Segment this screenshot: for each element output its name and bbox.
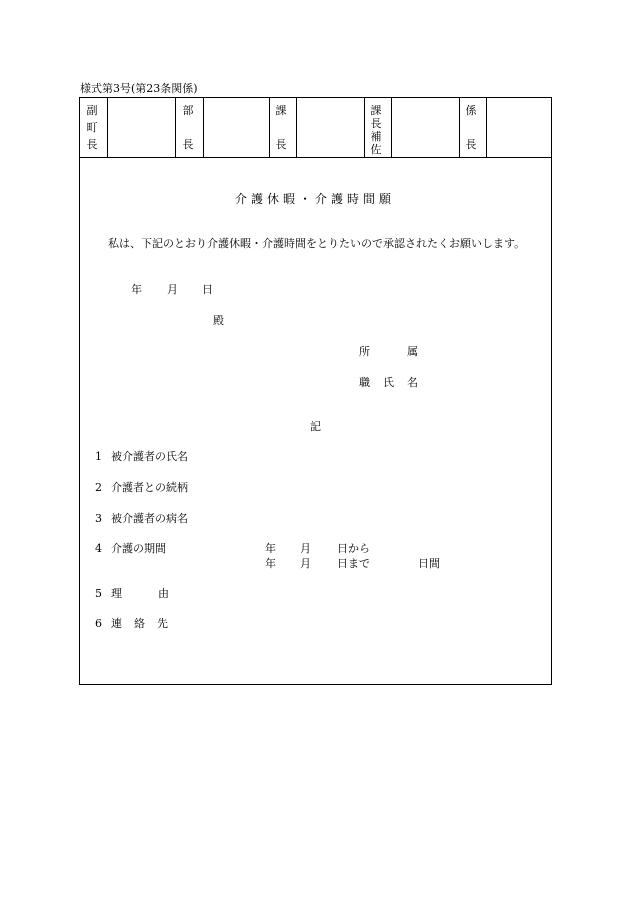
period-days: 日間 bbox=[418, 557, 440, 570]
role-subsection-chief: 係 長 bbox=[465, 104, 477, 151]
list-item-reason: 5 理 由 bbox=[95, 587, 169, 600]
period-to-month: 月 bbox=[300, 557, 311, 570]
divider bbox=[296, 98, 297, 157]
position-name-label-3: 名 bbox=[407, 376, 418, 389]
period-from-month: 月 bbox=[300, 542, 311, 555]
divider bbox=[364, 98, 365, 157]
request-statement: 私は、下記のとおり介護休暇・介護時間をとりたいので承認されたくお願いします。 bbox=[108, 237, 526, 250]
list-item-relationship: 2 介護者との続柄 bbox=[95, 481, 188, 494]
position-name-label-1: 職 bbox=[359, 376, 370, 389]
divider bbox=[107, 98, 108, 157]
divider bbox=[269, 98, 270, 157]
period-from-day: 日から bbox=[337, 542, 370, 555]
form-number-label: 様式第3号(第23条関係) bbox=[80, 82, 198, 95]
addressee-suffix: 殿 bbox=[213, 314, 224, 327]
approval-stamp-table bbox=[79, 97, 552, 158]
role-assistant-section-chief: 課 長 補 佐 bbox=[370, 104, 382, 156]
role-deputy-mayor: 副 町 長 bbox=[86, 104, 98, 151]
date-day-label: 日 bbox=[202, 283, 213, 296]
period-to-year: 年 bbox=[265, 557, 276, 570]
affiliation-label-1: 所 bbox=[359, 345, 370, 358]
list-item-care-period: 4 介護の期間 bbox=[95, 542, 166, 555]
list-item-illness: 3 被介護者の病名 bbox=[95, 512, 188, 525]
list-item-contact: 6 連 絡 先 bbox=[95, 617, 168, 630]
list-item-care-recipient-name: 1 被介護者の氏名 bbox=[95, 450, 188, 463]
affiliation-label-2: 属 bbox=[407, 345, 418, 358]
position-name-label-2: 氏 bbox=[383, 376, 394, 389]
divider bbox=[203, 98, 204, 157]
role-section-chief: 課 長 bbox=[275, 104, 287, 151]
role-department-head: 部 長 bbox=[182, 104, 194, 151]
date-month-label: 月 bbox=[167, 283, 178, 296]
divider bbox=[459, 98, 460, 157]
divider bbox=[391, 98, 392, 157]
period-to-day: 日まで bbox=[337, 557, 370, 570]
ki-heading: 記 bbox=[310, 420, 321, 433]
document-title: 介護休暇・介護時間願 bbox=[234, 192, 395, 206]
divider bbox=[486, 98, 487, 157]
period-from-year: 年 bbox=[265, 542, 276, 555]
divider bbox=[175, 98, 176, 157]
date-year-label: 年 bbox=[131, 283, 142, 296]
